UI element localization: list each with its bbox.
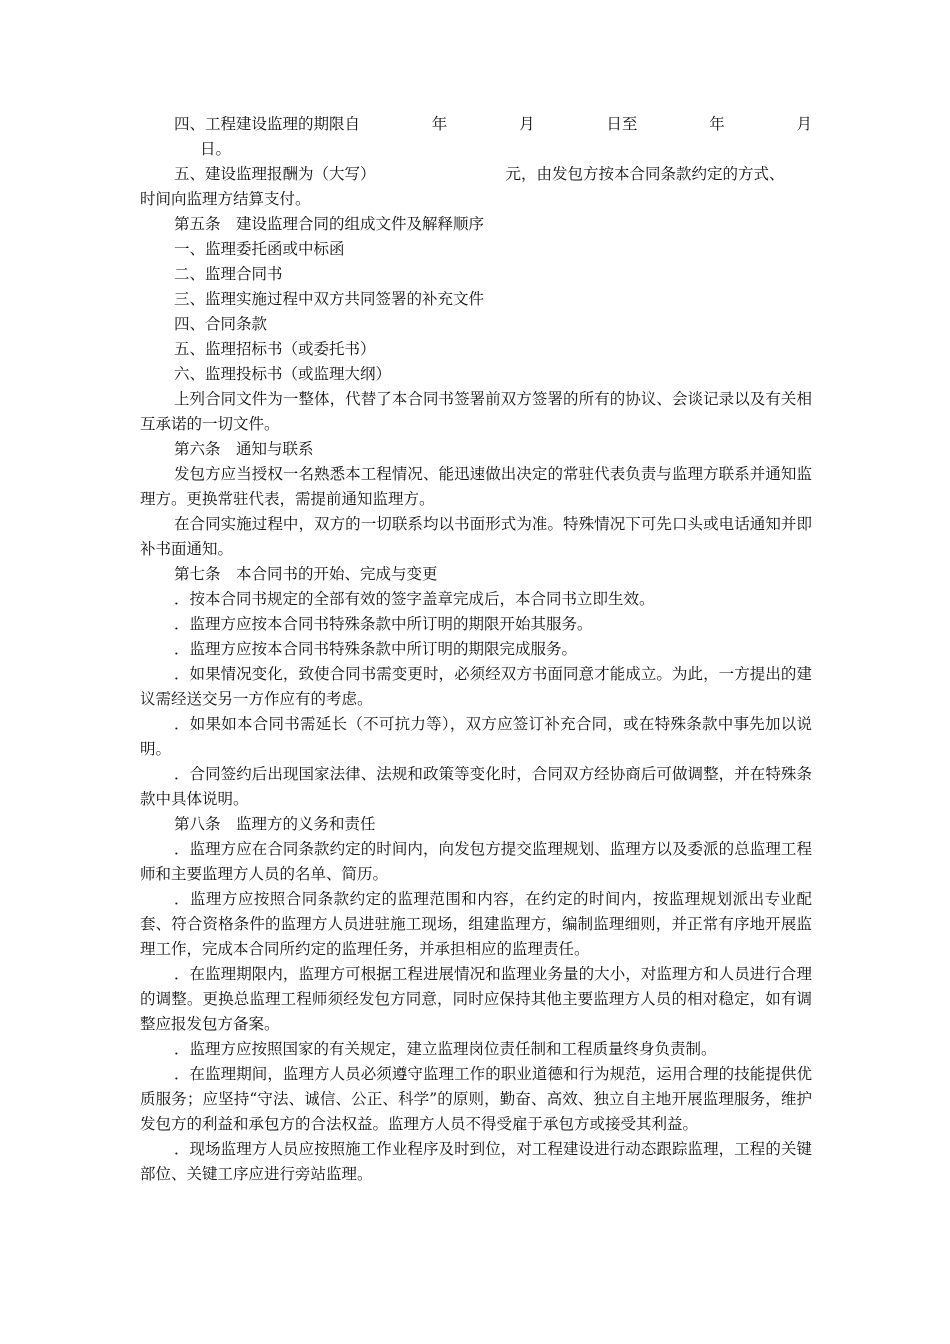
list-item: 三、监理实施过程中双方共同签署的补充文件: [174, 290, 485, 308]
clause: ．合同签约后出现国家法律、法规和政策等变化时，合同双方经协商后可做调整，并在特殊条款中具体说明。: [140, 765, 812, 808]
clause: ．在监理期间，监理方人员必须遵守监理工作的职业道德和行为规范，运用合理的技能提供优质服务；应坚持“守法、诚信、公正、科学”的原则，勤奋、高效、独立自主地开展监理服务，维护发包方的利益和承包方的合法权益。监理方人员不得受雇于承包方或接受其利益。: [140, 1065, 812, 1133]
clause: ．如果情况变化，致使合同书需变更时，必须经双方书面同意才能成立。为此，一方提出的建议需经送交另一方作应有的考虑。: [140, 665, 812, 708]
list-item: 六、监理投标书（或监理大纲）: [174, 365, 392, 383]
article-6-heading: 第六条 通知与联系: [174, 440, 314, 458]
clause: ．监理方应按本合同书特殊条款中所订明的期限完成服务。: [174, 640, 578, 658]
term-line-cont: 日。: [200, 140, 232, 158]
fee-line: [140, 162, 812, 187]
clause: ．监理方应按本合同书特殊条款中所订明的期限开始其服务。: [174, 615, 593, 633]
paragraph: 上列合同文件为一整体，代替了本合同书签署前双方签署的所有的协议、会谈记录以及有关相互承诺的一切文件。: [140, 390, 812, 433]
clause: ．监理方应按照国家的有关规定，建立监理岗位责任制和工程质量终身负责制。: [174, 1040, 717, 1058]
term-line: [140, 112, 812, 137]
clause: ．如果如本合同书需延长（不可抗力等），双方应签订补充合同，或在特殊条款中事先加以说明。: [140, 715, 812, 758]
article-7-heading: 第七条 本合同书的开始、完成与变更: [174, 565, 438, 583]
list-item: 五、监理招标书（或委托书）: [174, 340, 376, 358]
paragraph: 发包方应当授权一名熟悉本工程情况、能迅速做出决定的常驻代表负责与监理方联系并通知监理方。更换常驻代表，需提前通知监理方。: [140, 465, 812, 508]
term-year-1: 年: [431, 115, 448, 133]
clause: ．监理方应按照合同条款约定的监理范围和内容，在约定的时间内，按监理规划派出专业配套、符合资格条件的监理方人员进驻施工现场，组建监理方，编制监理细则，并正常有序地开展监理工作，完成本合同所约定的监理任务，并承担相应的监理责任。: [140, 890, 812, 958]
fee-text-start: 五、建设监理报酬为（大写）: [174, 165, 376, 183]
list-item: 一、监理委托函或中标函: [174, 240, 345, 258]
clause: ．现场监理方人员应按照施工作业程序及时到位，对工程建设进行动态跟踪监理，工程的关键部位、关键工序应进行旁站监理。: [140, 1140, 812, 1183]
list-item: 四、合同条款: [174, 315, 268, 333]
term-month-2: 月: [796, 115, 812, 133]
clause: ．在监理期限内，监理方可根据工程进展情况和监理业务量的大小，对监理方和人员进行合理的调整。更换总监理工程师须经发包方同意，同时应保持其他主要监理方人员的相对稳定，如有调整应报发包方备案。: [140, 965, 812, 1033]
term-year-2: 年: [709, 115, 725, 133]
clause: ．按本合同书规定的全部有效的签字盖章完成后，本合同书立即生效。: [174, 590, 655, 608]
list-item: 二、监理合同书: [174, 265, 283, 283]
paragraph: 在合同实施过程中，双方的一切联系均以书面形式为准。特殊情况下可先口头或电话通知并即补书面通知。: [140, 515, 812, 558]
article-5-heading: 第五条 建设监理合同的组成文件及解释顺序: [174, 215, 485, 233]
fee-line-cont: 时间向监理方结算支付。: [140, 190, 311, 208]
term-month-1: 月: [519, 115, 535, 133]
clause: ．监理方应在合同条款约定的时间内，向发包方提交监理规划、监理方以及委派的总监理工程师和主要监理方人员的名单、简历。: [140, 840, 812, 883]
document-page: [140, 112, 812, 1187]
fee-text-end: 元，由发包方按本合同条款约定的方式、: [505, 165, 785, 183]
term-text-start: 四、工程建设监理的期限自: [174, 115, 361, 133]
article-8-heading: 第八条 监理方的义务和责任: [174, 815, 376, 833]
term-day-to: 日至: [606, 115, 638, 133]
